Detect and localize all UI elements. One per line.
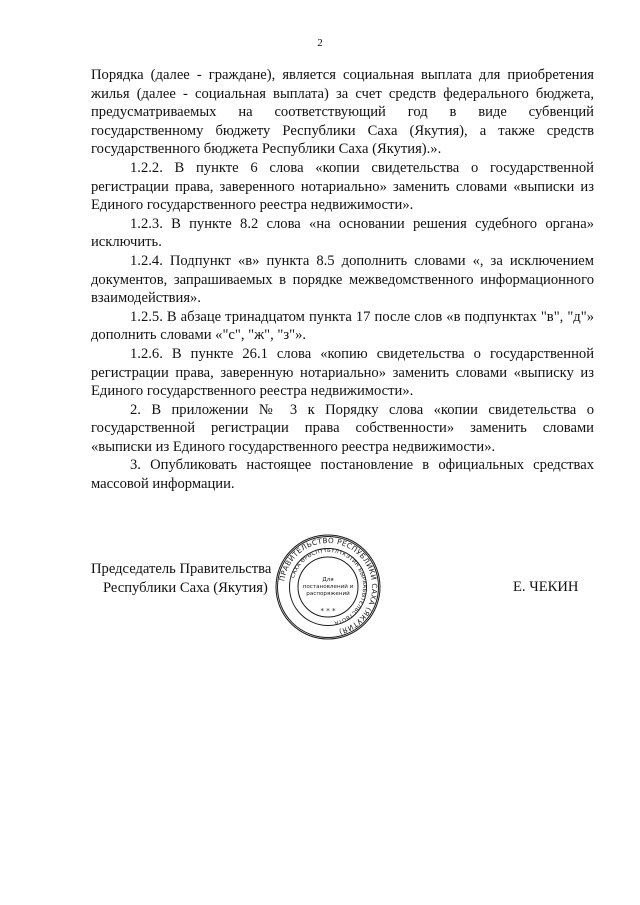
seal-center-line2: постановлений и xyxy=(302,584,354,590)
paragraph-1-2-3: 1.2.3. В пункте 8.2 слова «на основании решения судебного органа» исключить. xyxy=(91,215,594,251)
seal-stars: * * * xyxy=(320,607,336,615)
paragraph-3: 3. Опубликовать настоящее постановление в официальных средствах массовой информации. xyxy=(91,457,594,493)
paragraph-1-2-5: 1.2.5. В абзаце тринадцатом пункта 17 после слов «в подпунктах "в", "д"» дополнить словами «"с", "ж", "з"». xyxy=(91,308,594,344)
signature-title-line1: Председатель Правительства xyxy=(91,561,272,577)
paragraph-2: 2. В приложении № 3 к Порядку слова «копии свидетельства о государственной регистрации права собственности» заменить словами «выписки из Единого государственного реестра недвижимости». xyxy=(91,401,594,455)
page-number: 2 xyxy=(317,37,323,49)
paragraph-1-2-2: 1.2.2. В пункте 6 слова «копии свидетельства о государственной регистрации права, заверенного нотариально» заменить словами «выписки из Единого государственного реестра недвижимости». xyxy=(91,159,594,214)
official-seal xyxy=(274,533,382,641)
seal-center-line1: Для xyxy=(322,577,334,583)
signer-name: Е. ЧЕКИН xyxy=(513,579,579,595)
paragraph-1-2-6: 1.2.6. В пункте 26.1 слова «копию свидетельства о государственной регистрации права, заверенную нотариально» заменить словами «выписку из Единого государственного реестра недвижимости». xyxy=(91,345,594,400)
signature-title-line2: Республики Саха (Якутия) xyxy=(103,580,268,596)
paragraph-continuation: Порядка (далее - граждане), является социальная выплата для приобретения жилья (далее - социальная выплата) за счет средств федерального бюджета, предусматриваемых на соответствующий год в виде субвенций государственному бюджету Республики Саха (Якутия), а также средств государственного бюджета Республики Саха (Якутия).». xyxy=(91,67,594,158)
paragraph-1-2-4: 1.2.4. Подпункт «в» пункта 8.5 дополнить словами «, за исключением документов, запрашиваемых в порядке межведомственного информационного взаимодействия». xyxy=(91,252,594,307)
seal-center-line3: распоряжений xyxy=(306,591,350,597)
document-body xyxy=(91,66,594,494)
seal-inner-text: САХА ӨРӨСПҮҮБҮЛҮКЭТИН БЫРААБЫТЕЛЬСТВОТА xyxy=(290,547,368,626)
signature-title xyxy=(91,560,271,598)
seal-outer-text: ПРАВИТЕЛЬСТВО РЕСПУБЛИКИ САХА (ЯКУТИЯ) xyxy=(277,535,380,637)
